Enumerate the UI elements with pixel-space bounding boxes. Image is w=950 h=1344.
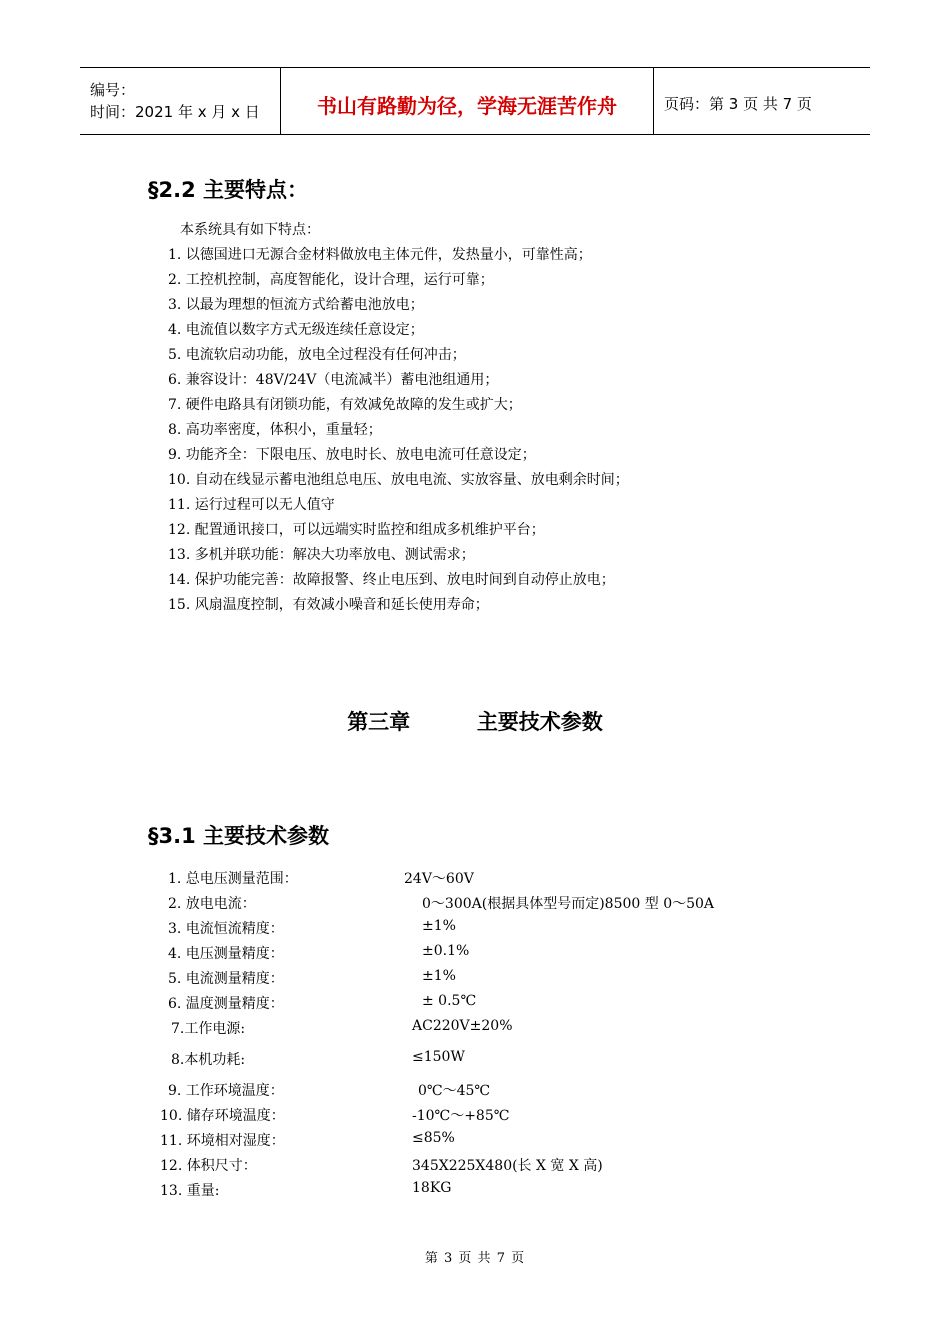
param-value: AC220V±20% <box>412 1018 513 1034</box>
feature-item: 4. 电流值以数字方式无级连续任意设定； <box>168 322 424 338</box>
param-label: 5. 电流测量精度： <box>168 971 284 987</box>
param-value: 18KG <box>412 1180 452 1196</box>
page-footer: 第 3 页 共 7 页 <box>424 1251 526 1266</box>
feature-item: 13. 多机并联功能：解决大功率放电、测试需求； <box>168 547 475 563</box>
param-label: 13. 重量: <box>160 1183 220 1199</box>
param-label: 1. 总电压测量范围： <box>168 871 298 887</box>
param-value: 345X225X480(长 X 宽 X 高) <box>412 1158 603 1174</box>
feature-item: 11. 运行过程可以无人值守 <box>168 497 335 513</box>
param-value: 0℃～45℃ <box>418 1083 491 1099</box>
section-3-1-title: §3.1 主要技术参数 <box>148 824 330 848</box>
feature-item: 5. 电流软启动功能，放电全过程没有任何冲击； <box>168 347 466 363</box>
param-label: 6. 温度测量精度： <box>168 996 284 1012</box>
feature-item: 14. 保护功能完善：故障报警、终止电压到、放电时间到自动停止放电； <box>168 572 615 588</box>
param-label: 7.工作电源: <box>171 1021 246 1037</box>
section-2-2-intro: 本系统具有如下特点： <box>180 222 320 238</box>
param-label: 4. 电压测量精度： <box>168 946 284 962</box>
param-label: 2. 放电电流： <box>168 896 256 912</box>
feature-item: 9. 功能齐全：下限电压、放电时长、放电电流可任意设定； <box>168 447 536 463</box>
param-value: ± 0.5℃ <box>422 993 477 1009</box>
param-value: ±1% <box>422 918 456 934</box>
param-label: 12. 体积尺寸： <box>160 1158 257 1174</box>
feature-item: 10. 自动在线显示蓄电池组总电压、放电电流、实放容量、放电剩余时间； <box>168 472 629 488</box>
feature-item: 15. 风扇温度控制，有效减小噪音和延长使用寿命； <box>168 597 489 613</box>
param-value: ≤85% <box>412 1130 455 1146</box>
header-motto: 书山有路勤为径，学海无涯苦作舟 <box>281 68 654 134</box>
param-label: 11. 环境相对湿度： <box>160 1133 285 1149</box>
header-meta <box>80 68 281 134</box>
feature-item: 6. 兼容设计：48V/24V（电流减半）蓄电池组通用； <box>168 372 499 388</box>
feature-item: 1. 以德国进口无源合金材料做放电主体元件，发热量小，可靠性高； <box>168 247 592 263</box>
chapter-title: 主要技术参数 <box>476 710 603 734</box>
param-label: 9. 工作环境温度： <box>168 1083 284 1099</box>
param-label: 10. 储存环境温度： <box>160 1108 285 1124</box>
feature-item: 3. 以最为理想的恒流方式给蓄电池放电； <box>168 297 424 313</box>
section-2-2-title: §2.2 主要特点： <box>148 178 309 202</box>
chapter-number: 第三章 <box>347 710 411 734</box>
param-value: ±0.1% <box>422 943 470 959</box>
feature-item: 7. 硬件电路具有闭锁功能，有效减免故障的发生或扩大； <box>168 397 522 413</box>
param-label: 3. 电流恒流精度： <box>168 921 284 937</box>
feature-item: 2. 工控机控制，高度智能化，设计合理，运行可靠； <box>168 272 494 288</box>
param-value: 24V～60V <box>404 871 474 887</box>
param-value: ±1% <box>422 968 456 984</box>
header-page-number: 页码：第 3 页 共 7 页 <box>664 94 812 113</box>
feature-item: 12. 配置通讯接口，可以远端实时监控和组成多机维护平台； <box>168 522 545 538</box>
param-value: 0～300A(根据具体型号而定)8500 型 0～50A <box>422 896 715 912</box>
param-value: ≤150W <box>412 1049 465 1065</box>
document-number-label: 编号： <box>90 81 136 99</box>
feature-item: 8. 高功率密度，体积小，重量轻； <box>168 422 382 438</box>
param-label: 8.本机功耗: <box>171 1052 246 1068</box>
chapter-3-heading <box>0 706 950 736</box>
param-value: -10℃～+85℃ <box>412 1108 510 1124</box>
document-date-label: 时间：2021 年 x 月 x 日 <box>90 103 260 121</box>
page-header <box>80 67 870 135</box>
